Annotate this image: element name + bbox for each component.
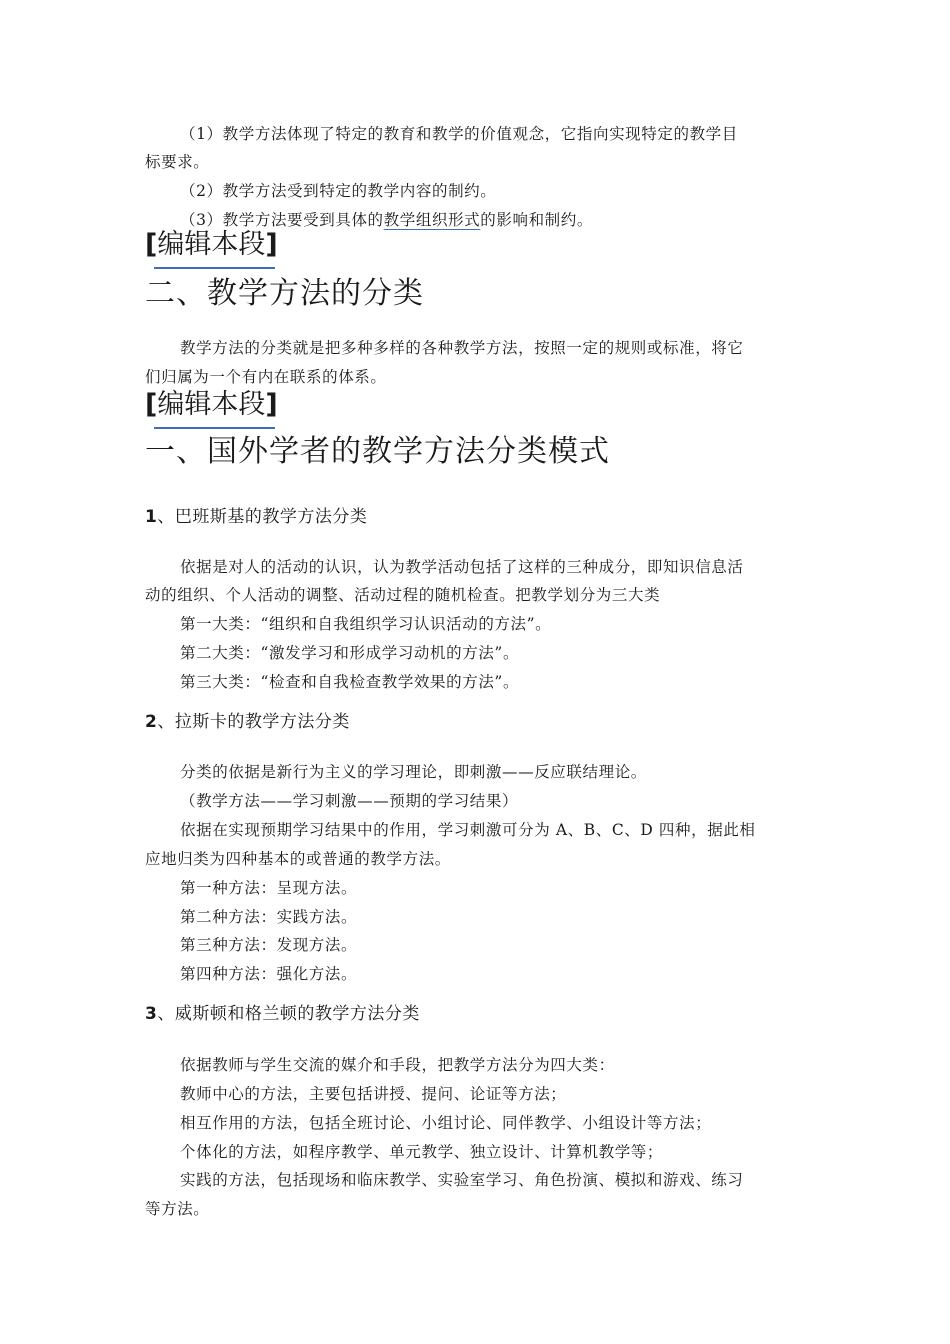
edit-link-underline: [154, 267, 275, 269]
babansky-category-1: 第一大类：“组织和自我组织学习认识活动的方法”。: [180, 615, 552, 633]
weston-paragraph-4: 个体化的方法，如程序教学、单元教学、独立设计、计算机教学等；: [180, 1143, 664, 1161]
laska-paragraph-2: （教学方法——学习刺激——预期的学习结果）: [180, 792, 519, 810]
heading-babansky: [145, 503, 367, 531]
paragraph-point-3: [180, 206, 840, 234]
heading-classification: 二、教学方法的分类: [145, 276, 424, 311]
classification-paragraph: 教学方法的分类就是把多种多样的各种教学方法，按照一定的规则或标准，将它: [180, 339, 744, 357]
weston-paragraph-1: 依据教师与学生交流的媒介和手段，把教学方法分为四大类：: [180, 1056, 615, 1074]
heading-text: 、巴班斯基的教学方法分类: [157, 507, 368, 527]
babansky-category-3: 第三大类：“检查和自我检查教学效果的方法”。: [180, 673, 520, 691]
link-teaching-organization-form[interactable]: 教学组织形式: [383, 211, 481, 229]
paragraph-point-2: （2）教学方法受到特定的教学内容的制约。: [180, 182, 497, 200]
weston-paragraph-5: 实践的方法，包括现场和临床教学、实验室学习、角色扮演、模拟和游戏、练习: [180, 1171, 744, 1189]
heading-text: 、拉斯卡的教学方法分类: [157, 712, 350, 732]
heading-laska: [145, 708, 350, 736]
edit-section-link-1[interactable]: [145, 228, 278, 262]
heading-number: 1: [145, 507, 158, 527]
weston-paragraph-5-cont: 等方法。: [145, 1200, 210, 1218]
edit-link-underline: [154, 427, 275, 429]
laska-paragraph-3: 依据在实现预期学习结果中的作用，学习刺激可分为 A、B、C、D 四种，据此相: [180, 821, 756, 839]
heading-weston: [145, 1000, 420, 1028]
point-3-text-b: 的影响和制约。: [480, 211, 593, 229]
weston-paragraph-3: 相互作用的方法，包括全班讨论、小组讨论、同伴教学、小组设计等方法；: [180, 1114, 712, 1132]
paragraph-point-1: （1）教学方法体现了特定的教育和教学的价值观念，它指向实现特定的教学目: [180, 125, 738, 143]
laska-paragraph-3-cont: 应地归类为四种基本的或普通的教学方法。: [145, 850, 451, 868]
edit-section-label: 编辑本段: [157, 389, 266, 420]
babansky-paragraph-cont: 动的组织、个人活动的调整、活动过程的随机检查。把教学划分为三大类: [145, 586, 661, 604]
edit-section-link-2[interactable]: [145, 388, 278, 422]
heading-foreign-models: 一、国外学者的教学方法分类模式: [145, 434, 610, 469]
edit-bracket-open: [: [145, 389, 158, 420]
point-3-text-a: （3）教学方法要受到具体的: [180, 211, 384, 229]
laska-method-4: 第四种方法：强化方法。: [180, 965, 358, 983]
laska-method-2: 第二种方法：实践方法。: [180, 908, 358, 926]
paragraph-point-1-cont: 标要求。: [145, 153, 210, 171]
heading-text: 、威斯顿和格兰顿的教学方法分类: [157, 1004, 420, 1024]
edit-bracket-close: ]: [265, 229, 278, 260]
laska-method-3: 第三种方法：发现方法。: [180, 936, 358, 954]
edit-bracket-close: ]: [265, 389, 278, 420]
babansky-category-2: 第二大类：“激发学习和形成学习动机的方法”。: [180, 644, 520, 662]
babansky-paragraph: 依据是对人的活动的认识，认为教学活动包括了这样的三种成分，即知识信息活: [180, 558, 744, 576]
laska-method-1: 第一种方法：呈现方法。: [180, 879, 358, 897]
weston-paragraph-2: 教师中心的方法，主要包括讲授、提问、论证等方法；: [180, 1085, 567, 1103]
heading-number: 2: [145, 712, 158, 732]
edit-bracket-open: [: [145, 229, 158, 260]
edit-section-label: 编辑本段: [157, 229, 266, 260]
laska-paragraph-1: 分类的依据是新行为主义的学习理论，即刺激——反应联结理论。: [180, 763, 647, 781]
classification-paragraph-cont: 们归属为一个有内在联系的体系。: [145, 368, 387, 386]
heading-number: 3: [145, 1004, 158, 1024]
